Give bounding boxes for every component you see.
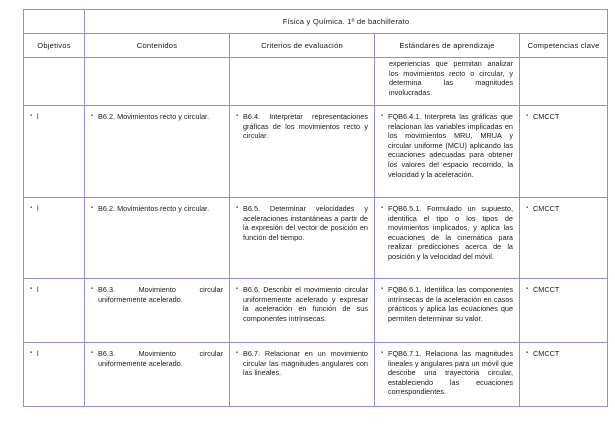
table-title: Física y Química. 1º de bachillerato bbox=[85, 10, 608, 34]
objetivo-cell: l bbox=[37, 285, 39, 294]
square-bullet-icon: ▪ bbox=[381, 205, 384, 211]
square-bullet-icon: ▪ bbox=[91, 286, 94, 292]
estandar-continuation-text: experiencias que permitan analizar los movimientos recto o circular, y determina las magnitudes involucradas. bbox=[389, 59, 513, 97]
header-contenidos: Contenidos bbox=[85, 34, 230, 58]
square-bullet-icon: ▪ bbox=[236, 113, 239, 119]
contenido-cell: B6.2. Movimientos recto y circular. bbox=[98, 112, 210, 121]
square-bullet-icon: ▪ bbox=[381, 113, 384, 119]
square-bullet-icon: ▪ bbox=[236, 286, 239, 292]
contenido-cell: B6.3. Movimiento circular uniformemente acelerado. bbox=[98, 349, 223, 368]
criterio-cell: B6.7. Relacionar en un movimiento circular las magnitudes angulares con las lineales. bbox=[243, 349, 368, 378]
contenido-cell: B6.2. Movimientos recto y circular. bbox=[98, 204, 210, 213]
competencia-cell: CMCCT bbox=[533, 349, 560, 358]
competencia-cell: CMCCT bbox=[533, 204, 560, 213]
criterio-cell: B6.5. Determinar velocidades y aceleraciones instantáneas a partir de la expresión del vector de posición en función del tiempo. bbox=[243, 204, 368, 242]
square-bullet-icon: ▪ bbox=[30, 350, 33, 356]
square-bullet-icon: ▪ bbox=[30, 113, 33, 119]
square-bullet-icon: ▪ bbox=[381, 350, 384, 356]
table-row-continuation bbox=[24, 58, 608, 106]
header-criterios: Criterios de evaluación bbox=[230, 34, 375, 58]
header-competencias: Competencias clave bbox=[520, 34, 608, 58]
empty-corner-cell bbox=[24, 10, 85, 34]
square-bullet-icon: ▪ bbox=[526, 205, 529, 211]
curriculum-table bbox=[23, 9, 608, 407]
table-row bbox=[24, 198, 608, 279]
criterio-cell: B6.4. Interpretar representaciones gráficas de los movimientos recto y circular. bbox=[243, 112, 368, 141]
square-bullet-icon: ▪ bbox=[30, 205, 33, 211]
table-row bbox=[24, 279, 608, 343]
table-title-row bbox=[24, 10, 608, 34]
criterio-cell: B6.6. Describir el movimiento circular uniformemente acelerado y expresar la aceleración en función de sus componentes intrínsecas. bbox=[243, 285, 368, 323]
square-bullet-icon: ▪ bbox=[526, 113, 529, 119]
table-row bbox=[24, 343, 608, 407]
estandar-cell: FQB6.6.1. Identifica las componentes intrínsecas de la aceleración en casos prácticos y aplica las ecuaciones que permiten determinar su valor. bbox=[388, 285, 513, 323]
square-bullet-icon: ▪ bbox=[526, 350, 529, 356]
competencia-cell: CMCCT bbox=[533, 112, 560, 121]
objetivo-cell: l bbox=[37, 349, 39, 358]
table-row bbox=[24, 106, 608, 198]
square-bullet-icon: ▪ bbox=[236, 205, 239, 211]
square-bullet-icon: ▪ bbox=[91, 205, 94, 211]
header-objetivos: Objetivos bbox=[24, 34, 85, 58]
estandar-cell: FQB6.5.1. Formulado un supuesto, identifica el tipo o los tipos de movimientos implicados, y aplica las ecuaciones de la cinemática para realizar predicciones acerca de la posición y la velocidad del móvil. bbox=[388, 204, 513, 261]
header-estandares: Estándares de aprendizaje bbox=[375, 34, 520, 58]
square-bullet-icon: ▪ bbox=[236, 350, 239, 356]
square-bullet-icon: ▪ bbox=[526, 286, 529, 292]
square-bullet-icon: ▪ bbox=[381, 286, 384, 292]
estandar-cell: FQB6.4.1. Interpreta las gráficas que relacionan las variables implicadas en los movimientos MRU, MRUA y circular uniforme (MCU) aplicando las ecuaciones adecuadas para obtener los valores del espacio recorrido, la velocidad y la aceleración. bbox=[388, 112, 513, 179]
objetivo-cell: l bbox=[37, 204, 39, 213]
estandar-cell: FQB6.7.1. Relaciona las magnitudes lineales y angulares para un móvil que describe una trayectoria circular, estableciendo las ecuaciones correspondientes. bbox=[388, 349, 513, 397]
objetivo-cell: l bbox=[37, 112, 39, 121]
square-bullet-icon: ▪ bbox=[91, 350, 94, 356]
contenido-cell: B6.3. Movimiento circular uniformemente acelerado. bbox=[98, 285, 223, 304]
table-header-row bbox=[24, 34, 608, 58]
square-bullet-icon: ▪ bbox=[91, 113, 94, 119]
competencia-cell: CMCCT bbox=[533, 285, 560, 294]
square-bullet-icon: ▪ bbox=[30, 286, 33, 292]
